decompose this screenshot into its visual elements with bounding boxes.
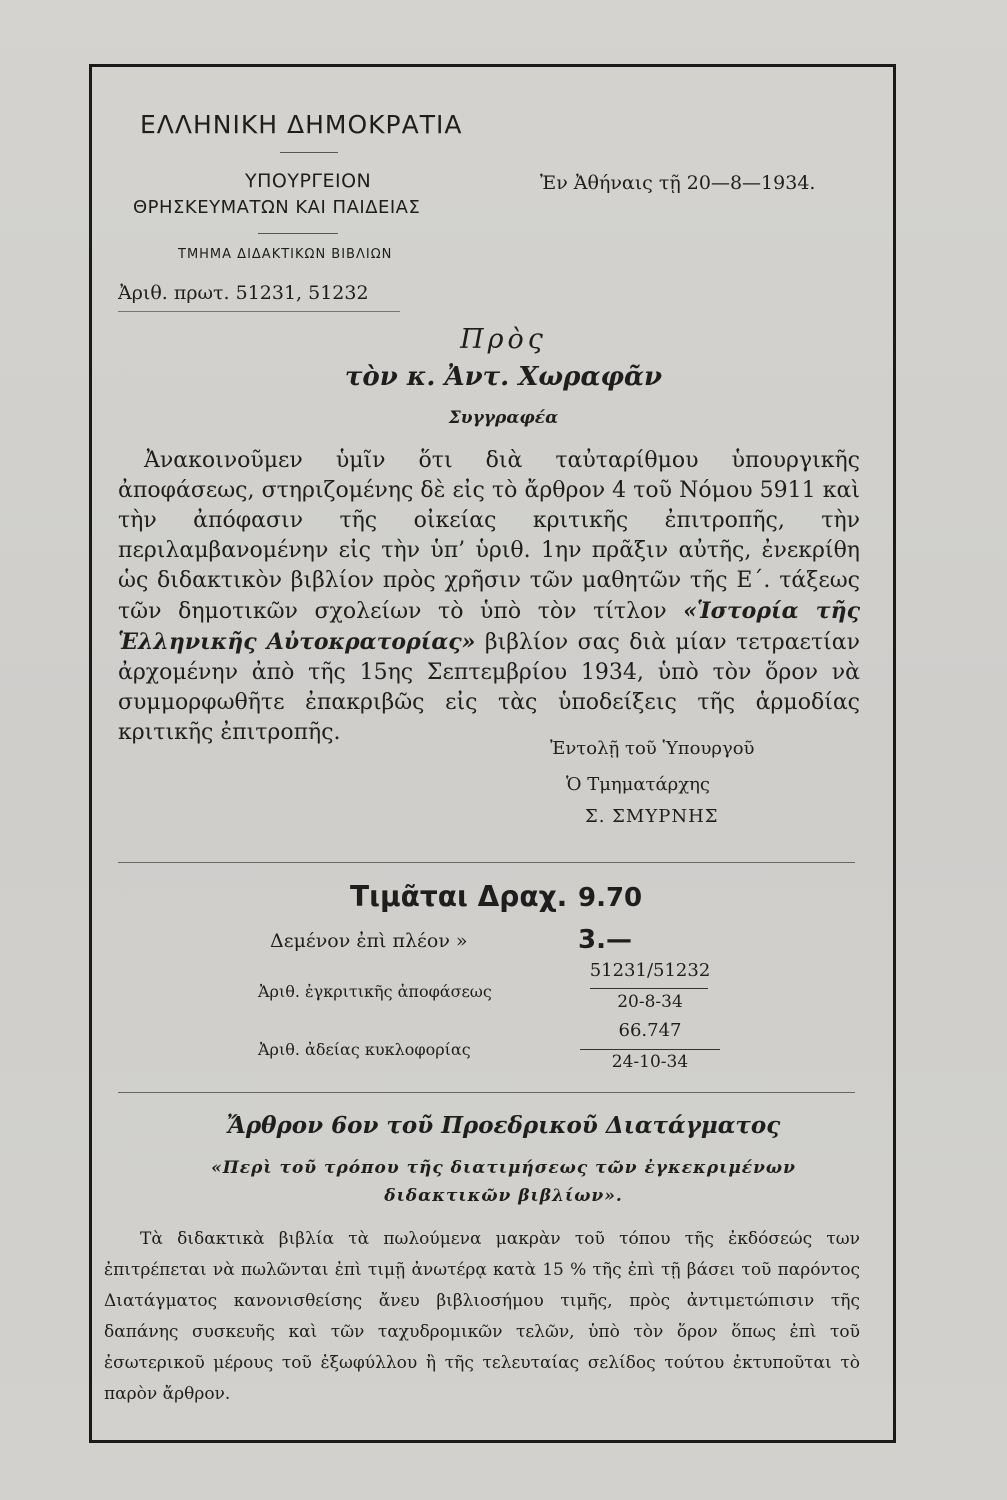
signature-line-1: Ἐντολῇ τοῦ Ὑπουργοῦ bbox=[550, 738, 755, 759]
addressee-name: τὸν κ. Ἀντ. Χωραφᾶν bbox=[344, 362, 663, 392]
approval-date: 20-8-34 bbox=[617, 992, 683, 1012]
addressee-role: Συγγραφέα bbox=[448, 408, 559, 428]
ministry-line-1: ΥΠΟΥΡΓΕΙΟΝ bbox=[245, 170, 372, 192]
approval-label: Ἀριθ. ἐγκριτικῆς ἀποφάσεως bbox=[258, 982, 492, 1001]
department-name: ΤΜΗΜΑ ΔΙΔΑΚΤΙΚΩΝ ΒΙΒΛΙΩΝ bbox=[178, 247, 393, 262]
ministry-divider bbox=[258, 233, 338, 234]
article-title: Ἄρθρον 6ον τοῦ Προεδρικοῦ Διατάγματος bbox=[226, 1112, 781, 1139]
circulation-fraction-line bbox=[580, 1049, 720, 1050]
heading-divider bbox=[280, 152, 338, 153]
section-divider-2 bbox=[118, 1092, 855, 1093]
addressee-to-label: Πρὸς bbox=[460, 324, 547, 355]
letter-body-part-1: Ἀνακοινοῦμεν ὑμῖν ὅτι διὰ ταὐταρίθμου ὑπουργικῆς ἀποφάσεως, στηριζομένης δὲ εἰς τὸ ἄρθρον 4 τοῦ Νόμου 5911 καὶ τὴν ἀπόφασιν τῆς οἰκείας κριτικῆς ἐπιτροπῆς, τὴν περιλαμβανομένην εἰς τὴν ὑπ’ ὑριθ. 1ην πρᾶξιν αὐτῆς, ἐνεκρίθη ὡς διδακτικὸν βιβλίον πρὸς χρῆσιν τῶν μαθητῶν τῆς Ε΄. τάξεως τῶν δημοτικῶν σχολείων τὸ ὑπὸ τὸν τίτλον bbox=[118, 448, 860, 624]
approval-fraction-line bbox=[590, 988, 708, 989]
book-title: «Ἱστορία τῆς Ἑλληνικῆς Αὐτοκρατορίας» bbox=[118, 598, 860, 655]
signature-line-2: Ὁ Τμηματάρχης bbox=[566, 774, 710, 795]
article-subtitle-line-2: διδακτικῶν βιβλίων». bbox=[384, 1186, 623, 1206]
price-value: 9.70 bbox=[578, 883, 643, 913]
approval-number: 51231/51232 bbox=[589, 960, 711, 981]
protocol-number: Ἀριθ. πρωτ. 51231, 51232 bbox=[118, 282, 369, 304]
circulation-number: 66.747 bbox=[618, 1020, 682, 1041]
signature-name: Σ. ΣΜΥΡΝΗΣ bbox=[585, 806, 719, 827]
letter-body bbox=[118, 446, 860, 748]
ministry-line-2: ΘΡΗΣΚΕΥΜΑΤΩΝ ΚΑΙ ΠΑΙΔΕΙΑΣ bbox=[133, 197, 421, 218]
circulation-date: 24-10-34 bbox=[611, 1052, 689, 1072]
circulation-label: Ἀριθ. ἀδείας κυκλοφορίας bbox=[258, 1040, 471, 1059]
price-label: Τιμᾶται Δραχ. bbox=[350, 880, 568, 913]
article-subtitle-line-1: «Περὶ τοῦ τρόπου τῆς διατιμήσεως τῶν ἐγκεκριμένων bbox=[211, 1158, 796, 1178]
letter-body-part-2: βιβλίον σας διὰ μίαν τετραετίαν ἀρχομένην ἀπὸ τῆς 15ης Σεπτεμβρίου 1934, ὑπὸ τὸν ὅρον νὰ συμμορφωθῆτε ἐπακριβῶς εἰς τὰς ὑποδείξεις τῆς ἁρμοδίας κριτικῆς ἐπιτροπῆς. bbox=[118, 630, 860, 745]
republic-heading: ΕΛΛΗΝΙΚΗ ΔΗΜΟΚΡΑΤΙΑ bbox=[140, 110, 463, 139]
article-text: Τὰ διδακτικὰ βιβλία τὰ πωλούμενα μακρὰν τοῦ τόπου τῆς ἐκδόσεώς των ἐπιτρέπεται νὰ πωλῶνται ἐπὶ τιμῇ ἀνωτέρᾳ κατὰ 15 % τῆς ἐπὶ τῇ βάσει τοῦ παρόντος Διατάγματος κανονισθείσης ἄνευ βιβλιοσήμου τιμῆς, πρὸς ἀντιμετώπισιν τῆς δαπάνης συσκευῆς καὶ τῶν ταχυδρομικῶν τελῶν, ὑπὸ τὸν ὅρον ὅπως ἐπὶ τοῦ ἐσωτερικοῦ μέρους τοῦ ἐξωφύλλου ἢ τῆς τελευταίας σελίδος τούτου ἐκτυποῦται τὸ παρὸν ἄρθρον. bbox=[104, 1229, 860, 1404]
protocol-underline bbox=[118, 311, 400, 312]
binding-value: 3.— bbox=[578, 925, 632, 955]
binding-label: Δεμένον ἐπὶ πλέον » bbox=[270, 930, 468, 952]
place-date: Ἐν Ἀθήναις τῇ 20—8—1934. bbox=[540, 172, 816, 194]
section-divider-1 bbox=[118, 862, 855, 863]
